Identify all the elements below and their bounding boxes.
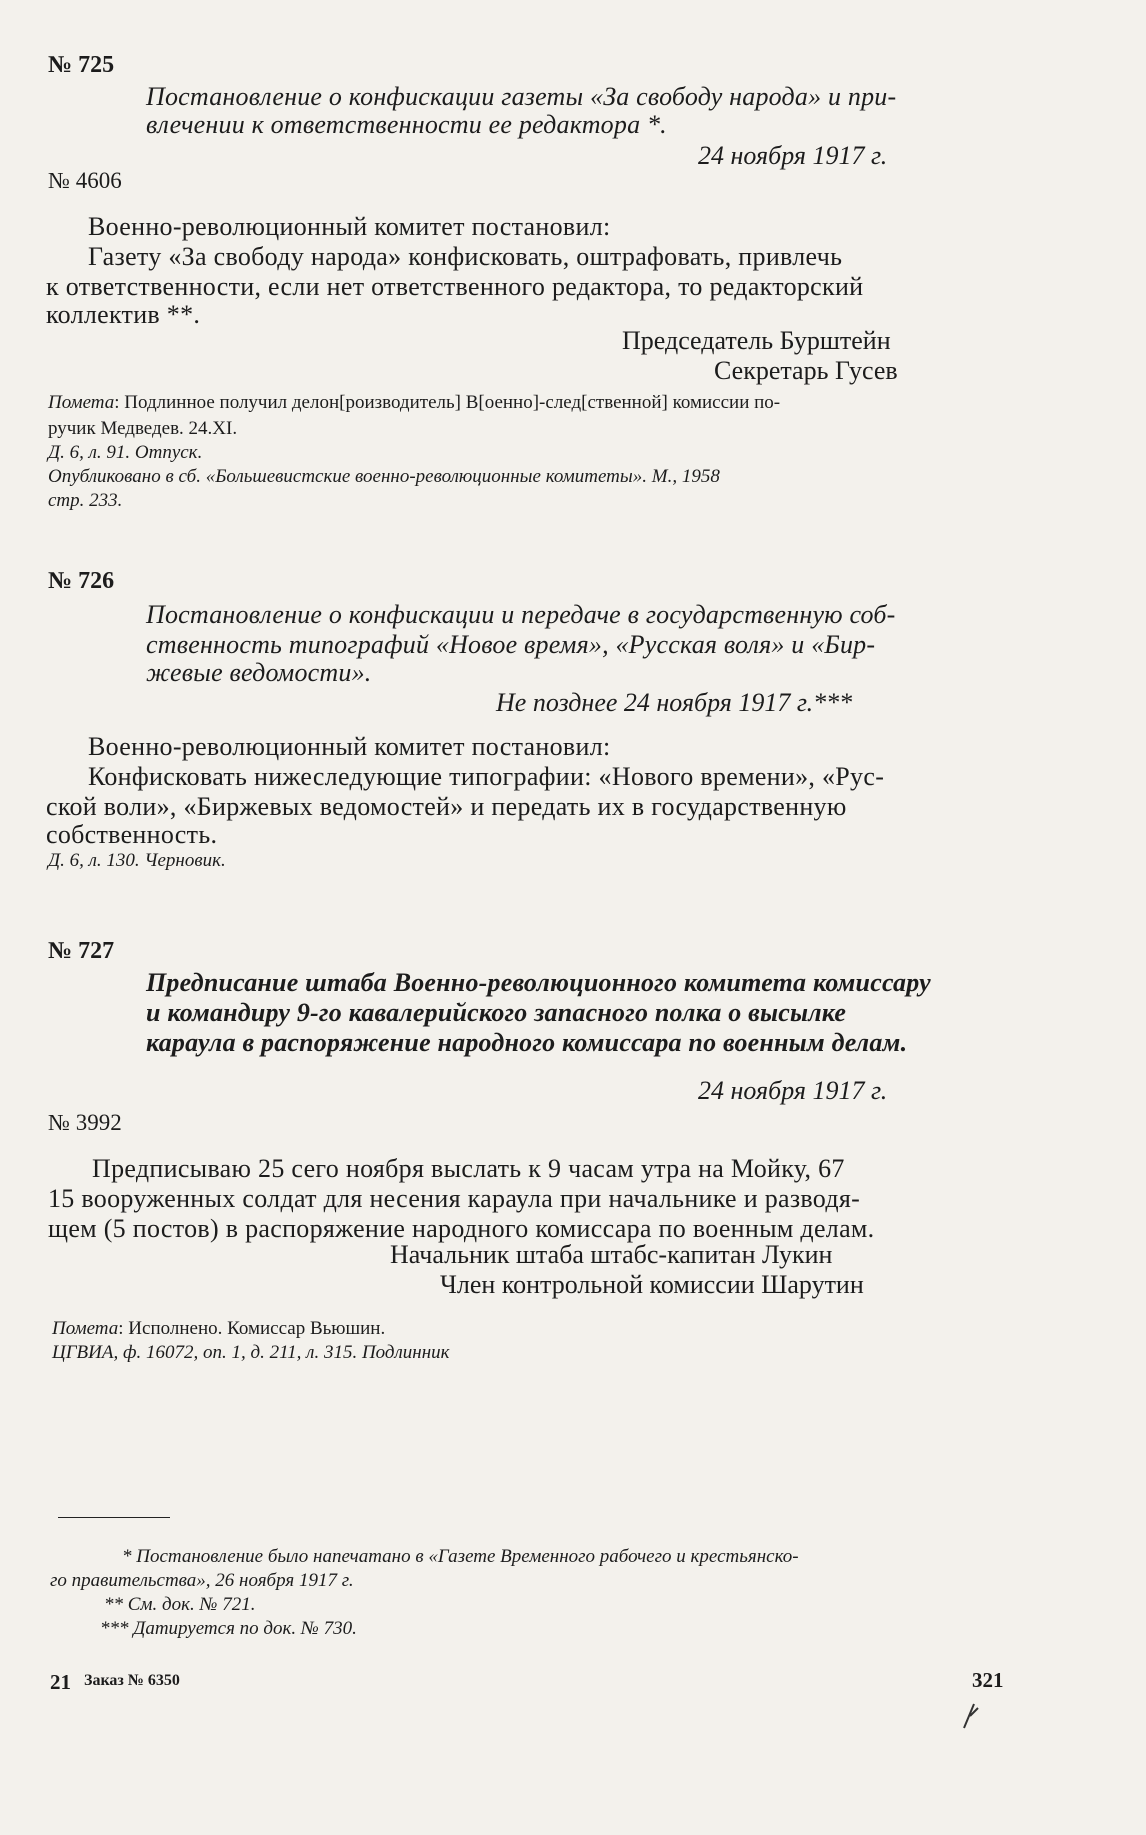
footnote-3: *** Датируется по док. № 730. [100,1618,357,1639]
doc725-note-line1: Помета: Подлинное получил делон[роизводитель] В[оенно]-след[ственной] комиссии по- [48,392,781,413]
doc726-body-line1: Военно-революционный комитет постановил: [88,732,611,761]
footnote-divider [58,1517,170,1518]
doc725-number: № 725 [48,52,115,78]
doc727-ref: № 3992 [48,1110,122,1135]
doc726-archive-ref: Д. 6, л. 130. Черновик. [48,850,226,871]
doc725-title-line1: Постановление о конфискации газеты «За свободу народа» и при- [146,82,897,111]
doc725-ref: № 4606 [48,168,122,193]
pencil-mark-icon [960,1700,982,1730]
doc725-body-line3: к ответственности, если нет ответственного редактора, то редакторский [46,272,864,301]
doc725-publication-line1: Опубликовано в сб. «Большевистские военно-революционные комитеты». М., 1958 [48,466,720,487]
signature-mark: 21 [50,1670,71,1694]
doc727-title-line1: Предписание штаба Военно-революционного комитета комиссару [146,968,931,997]
doc726-body-line3: ской воли», «Биржевых ведомостей» и передать их в государственную [46,792,847,821]
doc727-date: 24 ноября 1917 г. [698,1076,888,1105]
doc727-body-line2: 15 вооруженных солдат для несения караула при начальнике и разводя- [48,1184,861,1213]
print-order: Заказ № 6350 [84,1672,180,1689]
doc726-title-line3: жевые ведомости». [146,658,372,687]
doc727-signature-member: Член контрольной комиссии Шарутин [440,1270,864,1299]
doc725-title-line2: влечении к ответственности ее редактора *. [146,110,667,139]
doc725-body-line1: Военно-революционный комитет постановил: [88,212,611,241]
doc727-body-line3: щем (5 постов) в распоряжение народного комиссара по военным делам. [48,1214,875,1243]
footnote-2: ** См. док. № 721. [104,1594,256,1615]
doc725-signature-chairman: Председатель Бурштейн [622,326,891,355]
doc725-date: 24 ноября 1917 г. [698,141,888,170]
doc727-body-line1: Предписываю 25 сего ноября выслать к 9 часам утра на Мойку, 67 [92,1154,845,1183]
doc726-title-line1: Постановление о конфискации и передаче в государственную соб- [146,600,896,629]
doc727-archive-ref: ЦГВИА, ф. 16072, оп. 1, д. 211, л. 315. Подлинник [52,1342,450,1363]
doc725-note-line2: ручик Медведев. 24.XI. [48,418,238,439]
doc725-publication-line2: стр. 233. [48,490,123,511]
footnote-1-line2: го правительства», 26 ноября 1917 г. [50,1570,354,1591]
footnote-1-line1: * Постановление было напечатано в «Газете Временного рабочего и крестьянско- [122,1546,799,1567]
doc725-archive-ref: Д. 6, л. 91. Отпуск. [48,442,203,463]
doc726-title-line2: ственность типографий «Новое время», «Русская воля» и «Бир- [146,630,876,659]
doc725-signature-secretary: Секретарь Гусев [714,356,898,385]
doc726-body-line2: Конфисковать нижеследующие типографии: «Нового времени», «Рус- [88,762,885,791]
page-number: 321 [972,1668,1004,1692]
doc725-body-line4: коллектив **. [46,300,201,329]
doc726-date: Не позднее 24 ноября 1917 г.*** [496,688,853,717]
doc727-signature-chief: Начальник штаба штабс-капитан Лукин [390,1240,833,1269]
doc727-number: № 727 [48,938,115,964]
doc726-body-line4: собственность. [46,820,218,849]
doc726-number: № 726 [48,568,115,594]
doc725-body-line2: Газету «За свободу народа» конфисковать, оштрафовать, привлечь [88,242,843,271]
doc727-title-line2: и командиру 9-го кавалерийского запасного полка о высылке [146,998,847,1027]
doc727-note: Помета: Исполнено. Комиссар Вьюшин. [52,1318,386,1339]
doc727-title-line3: караула в распоряжение народного комиссара по военным делам. [146,1028,908,1057]
